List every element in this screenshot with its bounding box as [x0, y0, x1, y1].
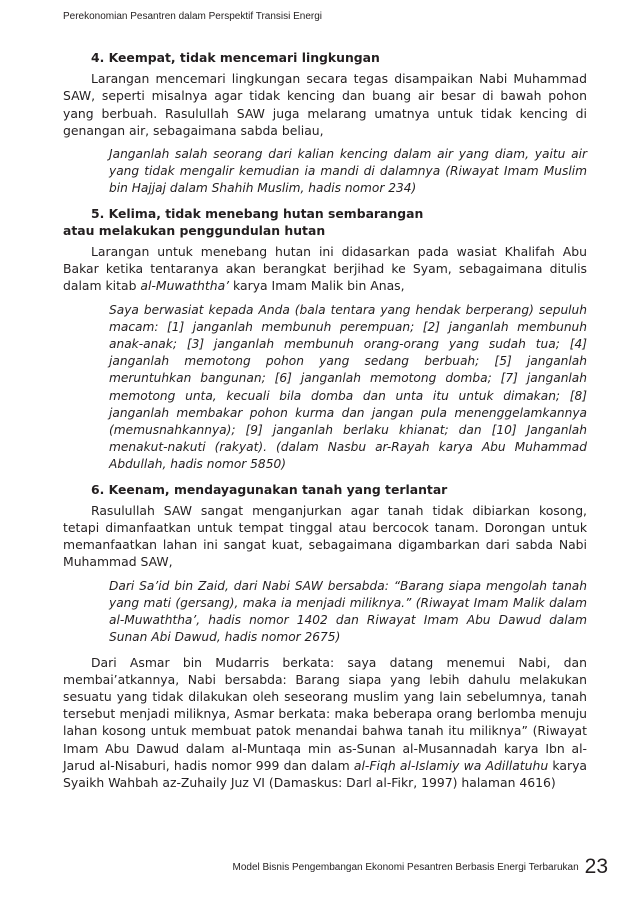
text: karya Imam Malik bin Anas,: [229, 278, 405, 294]
footer-book-title: Model Bisnis Pengembangan Ekonomi Pesantren Berbasis Energi Terbarukan: [232, 862, 579, 873]
book-title: al-Fiqh al-Islamiy wa Adillatuhu: [353, 757, 549, 773]
section-heading-5-cont: atau melakukan penggundulan hutan: [63, 222, 326, 238]
hadith-quote: Janganlah salah seorang dari kalian kencing dalam air yang diam, yaitu air yang tidak mengalir kemudian ia mandi di dalamnya (Riwayat Imam Muslim bin Hajjaj dalam Shahih Muslim, hadis nomor 234): [109, 147, 587, 196]
text: karya Syaikh Wahbah az-Zuhaily Juz VI (Damaskus: Darl al-Fikr, 1997) halaman 4616): [63, 757, 587, 790]
paragraph: [63, 654, 587, 792]
text: Dari Asmar bin Mudarris berkata: saya datang menemui Nabi, dan membai’atkannya, Nabi bersabda: Barang siapa yang lebih dahulu melakukan sesuatu yang tidak dilakukan oleh seseorang muslim yang lain sebelumnya, tanah tersebut menjadi miliknya, Asmar berkata: maka beberapa orang berlomba menuju lahan kosong untuk membuat patok menandai bahwa tanah itu miliknya” (Riwayat Imam Abu Dawud dalam al-Muntaqa min as-Sunan al-Musannadah karya Ibn al-Jarud al-Nisaburi, hadis nomor 999 dan dalam: [63, 654, 587, 773]
section-heading-6: 6. Keenam, mendayagunakan tanah yang terlantar: [91, 481, 448, 497]
page-number: 23: [584, 855, 608, 878]
paragraph: Larangan mencemari lingkungan secara tegas disampaikan Nabi Muhammad SAW, seperti misalnya agar tidak kencing dan buang air besar di bawah pohon yang berbuah. Rasulullah SAW juga melarang umatnya untuk tidak kencing di genangan air, sebagaimana sabda beliau,: [63, 71, 587, 138]
page-body: [63, 49, 587, 791]
section-heading-5: 5. Kelima, tidak menebang hutan sembarangan: [91, 205, 424, 221]
page-footer: [60, 855, 608, 879]
book-title: al-Muwaththa’: [140, 278, 230, 294]
wasiat-quote: Saya berwasiat kepada Anda (bala tentara yang hendak berperang) sepuluh macam: [1] janganlah membunuh perempuan; [2] janganlah membunuh anak-anak; [3] janganlah membunuh orang-orang yang sudah tua; [4] janganlah memotong pohon yang sedang berbuah; [5] janganlah meruntuhkan bangunan; [6] janganlah memotong domba; [7] janganlah memotong unta, kecuali bila domba dan unta itu untuk dimakan; [8] janganlah membakar pohon kurma dan jangan pula menenggelamkannya (memusnahkannya); [9] janganlah berlaku khianat; dan [10] Janganlah menakut-nakuti (rakyat). (dalam Nasbu ar-Rayah karya Abu Muhammad Abdullah, hadis nomor 5850): [109, 302, 587, 472]
paragraph: Rasulullah SAW sangat menganjurkan agar tanah tidak dibiarkan kosong, tetapi dimanfaatkan untuk tempat tinggal atau bercocok tanam. Dorongan untuk memanfaatkan lahan ini sangat kuat, sebagaimana digambarkan dari sabda Nabi Muhammad SAW,: [63, 502, 587, 570]
running-header: Perekonomian Pesantren dalam Perspektif Transisi Energi: [63, 11, 323, 22]
paragraph: [63, 243, 587, 295]
text: Larangan untuk menebang hutan ini didasarkan pada wasiat Khalifah Abu Bakar ketika tentaranya akan berangkat berjihad ke Syam, sebagaimana ditulis dalam kitab: [63, 244, 587, 294]
hadith-quote: Dari Sa’id bin Zaid, dari Nabi SAW bersabda: “Barang siapa mengolah tanah yang mati (gersang), maka ia menjadi miliknya.” (Riwayat Imam Malik dalam al-Muwaththa’, hadis nomor 1402 dan Riwayat Imam Abu Dawud dalam Sunan Abi Dawud, hadis nomor 2675): [109, 578, 587, 645]
section-heading-4: 4. Keempat, tidak mencemari lingkungan: [91, 50, 380, 65]
